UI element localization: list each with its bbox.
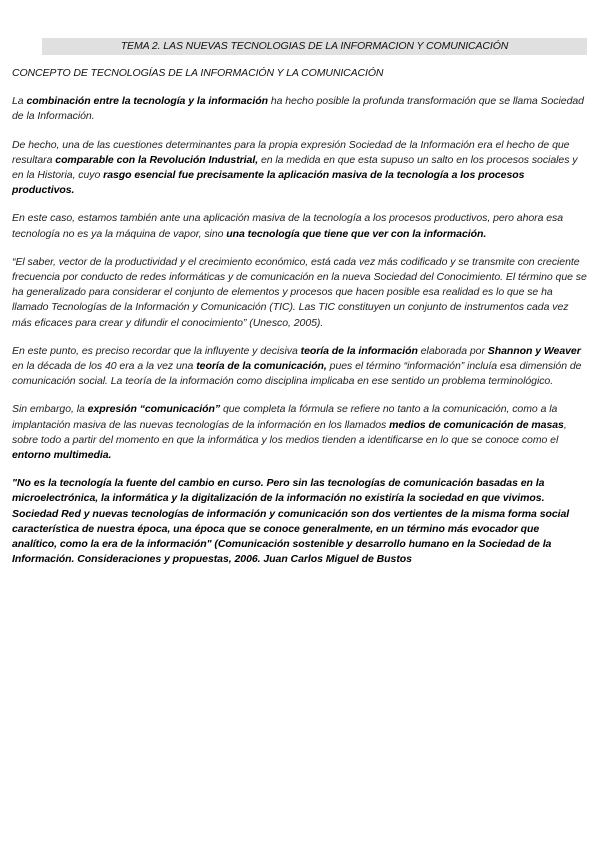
text: ha hecho posible la profunda transformación que se llama Sociedad de la Información.: [12, 95, 584, 123]
text: Sin embargo, la: [12, 403, 88, 416]
text: , sobre todo a partir del momento en que la informática y los medios tienden a identificarse en lo que se conoce como el: [12, 418, 567, 446]
emphasis: una tecnología que tiene que ver con la información.: [226, 227, 487, 240]
paragraph-7-citation: "No es la tecnología la fuente del cambio en curso. Pero sin las tecnologías de comunicación basadas en la microelectrónica, la informática y la digitalización de la información no existiría la sociedad en que vivimos. Sociedad Red y nuevas tecnologías de información y comunicación son dos vertientes de la misma forma social característica de nuestra época, una época que se conoce generalmente, en un término más evocador que analítico, como la era de la información" (Comunicación sostenible y desarrollo humano en la Sociedad de la Información. Consideraciones y propuestas, 2006. Juan Carlos Miguel de Bustos: [12, 477, 570, 566]
text: La: [12, 95, 27, 108]
text: En este caso, estamos también ante una aplicación masiva de la tecnología a los procesos productivos, pero ahora esa tecnología no es ya la máquina de vapor, sino: [12, 212, 564, 240]
text: en la década de los 40 era a la vez una: [12, 360, 197, 373]
paragraph-4-quote: [12, 255, 587, 331]
emphasis: comparable con la Revolución Industrial,: [55, 153, 259, 166]
paragraph-1: [12, 94, 587, 124]
paragraph-2: [12, 138, 587, 199]
paragraph-5: [12, 344, 587, 390]
paragraph-6: [12, 402, 587, 463]
section-heading: CONCEPTO DE TECNOLOGÍAS DE LA INFORMACIÓN Y LA COMUNICACIÓN: [12, 67, 384, 79]
text: En este punto, es preciso recordar que la influyente y decisiva: [12, 344, 301, 357]
emphasis: combinación entre la tecnología y la información: [26, 95, 268, 108]
text: “El saber, vector de la productividad y el crecimiento económico, está cada vez más codificado y se transmite con creciente frecuencia por conducto de redes informáticas y de comunicación en la nueva Sociedad del Conocimiento. El término que se ha generalizado para considerar el conjunto de elementos y procesos que hacen posible esa realidad es lo que se ha llamado Tecnologías de la Información y Comunicación (TIC). Las TIC constituyen un conjunto de instrumentos cada vez más eficaces para crear y difundir el conocimiento” (Unesco, 2005).: [12, 255, 587, 329]
paragraph-3: [12, 211, 587, 241]
emphasis: teoría de la información: [300, 344, 418, 357]
emphasis: medios de comunicación de masas: [389, 418, 564, 431]
text: pues el término “información” incluía esa dimensión de comunicación social. La teoría de la información como disciplina implicaba en ese sentido un problema terminológico.: [12, 360, 582, 388]
emphasis: entorno multimedia.: [12, 449, 112, 462]
emphasis: teoría de la comunicación,: [196, 360, 327, 373]
text: elaborada por: [417, 344, 488, 357]
emphasis: expresión “comunicación”: [87, 403, 221, 416]
emphasis: rasgo esencial fue precisamente la aplicación masiva de la tecnología a los procesos productivos.: [12, 169, 525, 197]
text: en la medida en que esta supuso un salto en los procesos sociales y en la Historia, cuyo: [12, 153, 578, 182]
emphasis: Shannon y Weaver: [487, 344, 581, 357]
document-title: TEMA 2. LAS NUEVAS TECNOLOGIAS DE LA INFORMACION Y COMUNICACIÓN: [42, 38, 587, 55]
document-page: [12, 38, 587, 567]
text: De hecho, una de las cuestiones determinantes para la propia expresión Sociedad de la Información era el hecho de que resultara: [12, 138, 570, 166]
text: que completa la fórmula se refiere no tanto a la comunicación, como a la implantación masiva de las nuevas tecnologías de la información en los llamados: [12, 403, 558, 431]
